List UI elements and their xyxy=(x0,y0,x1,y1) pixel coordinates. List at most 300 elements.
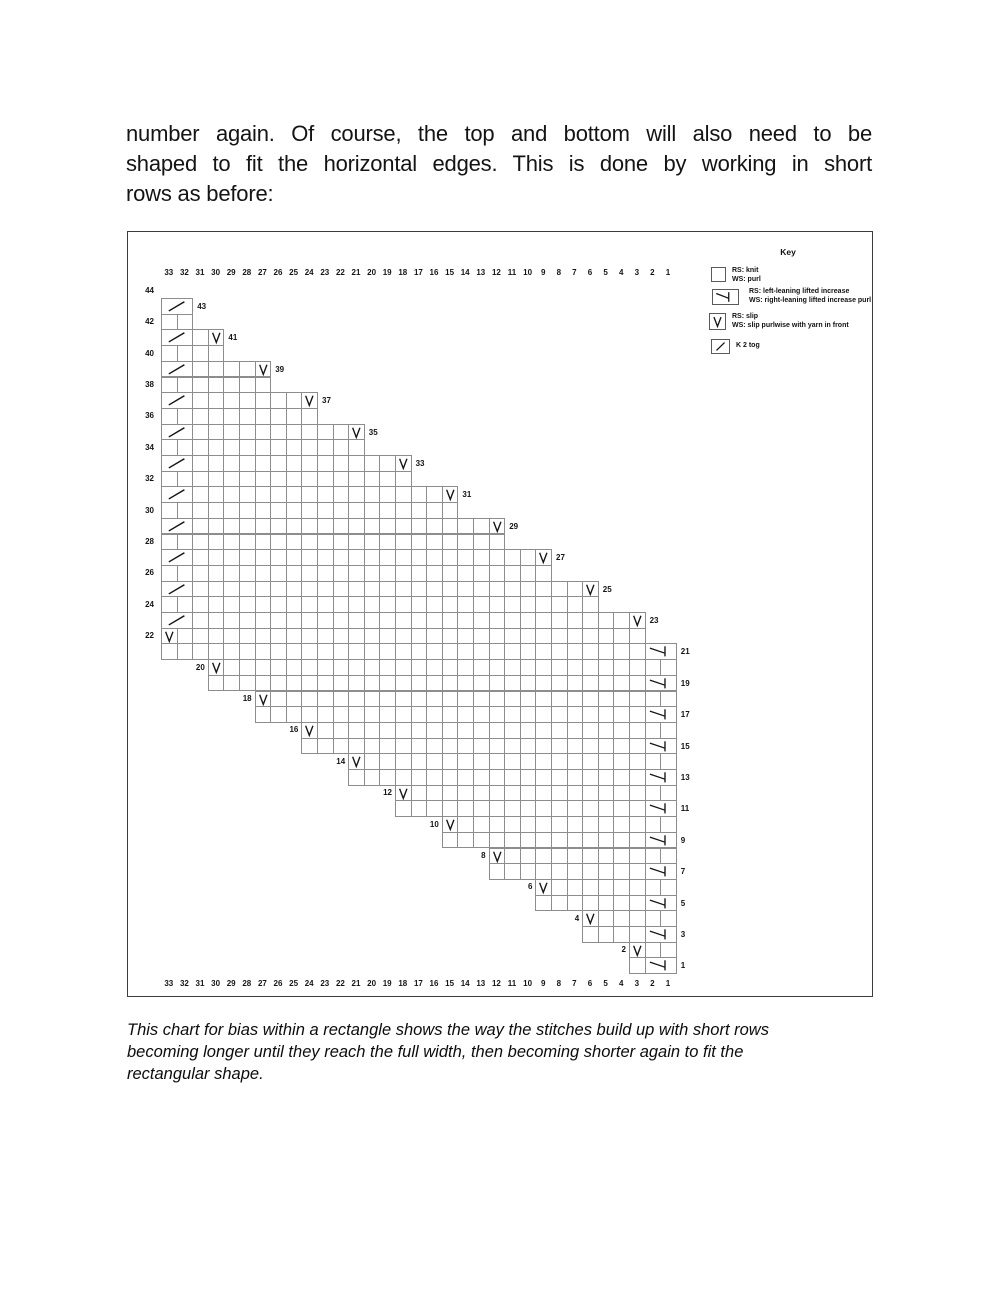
chart-cell xyxy=(348,518,365,535)
chart-cell xyxy=(442,785,459,802)
chart-cell xyxy=(582,816,599,833)
chart-cell xyxy=(504,769,521,786)
chart-cell xyxy=(208,392,225,409)
stitch-number-label: 9 xyxy=(540,979,546,988)
stitch-number-label: 23 xyxy=(320,979,330,988)
chart-cell xyxy=(255,581,272,598)
chart-cell xyxy=(348,596,365,613)
stitch-number-label: 5 xyxy=(603,268,608,277)
chart-cell xyxy=(286,675,303,692)
slip-cell xyxy=(489,518,506,535)
chart-cell xyxy=(223,502,240,519)
chart-cell xyxy=(208,502,225,519)
chart-cell xyxy=(192,518,209,535)
chart-cell xyxy=(348,565,365,582)
stitch-number-label: 8 xyxy=(556,268,562,277)
chart-cell xyxy=(457,659,474,676)
chart-cell xyxy=(177,314,194,331)
chart-cell xyxy=(629,879,646,896)
stitch-number-label: 3 xyxy=(634,979,640,988)
chart-cell xyxy=(567,659,584,676)
chart-cell xyxy=(395,738,412,755)
chart-cell xyxy=(333,549,350,566)
chart-cell xyxy=(567,643,584,660)
chart-cell xyxy=(457,518,474,535)
chart-cell xyxy=(177,345,194,362)
chart-cell xyxy=(317,549,334,566)
chart-cell xyxy=(426,722,443,739)
chart-cell xyxy=(255,596,272,613)
chart-cell xyxy=(442,628,459,645)
stitch-number-label: 11 xyxy=(507,268,517,277)
slip-icon xyxy=(490,519,505,534)
chart-cell xyxy=(223,675,240,692)
lifted-increase-icon xyxy=(646,927,676,942)
chart-cell xyxy=(489,863,506,880)
chart-cell xyxy=(255,612,272,629)
chart-cell xyxy=(192,628,209,645)
chart-cell xyxy=(239,675,256,692)
chart-cell xyxy=(551,832,568,849)
chart-cell xyxy=(535,832,552,849)
chart-cell xyxy=(379,534,396,551)
k2tog-cell xyxy=(161,392,193,409)
chart-cell xyxy=(489,800,506,817)
chart-cell xyxy=(333,455,350,472)
stitch-number-label: 14 xyxy=(460,268,470,277)
chart-cell xyxy=(504,612,521,629)
chart-cell xyxy=(504,800,521,817)
chart-cell xyxy=(426,706,443,723)
k2tog-cell xyxy=(161,486,193,503)
chart-cell xyxy=(598,643,615,660)
chart-cell xyxy=(317,596,334,613)
chart-cell xyxy=(504,628,521,645)
chart-cell xyxy=(442,753,459,770)
chart-cell xyxy=(567,832,584,849)
chart-cell xyxy=(208,439,225,456)
intro-line: number again. Of course, the top and bottom will also need to be xyxy=(126,121,872,146)
chart-cell xyxy=(192,345,209,362)
chart-cell xyxy=(255,439,272,456)
stitch-number-label: 15 xyxy=(445,979,455,988)
chart-cell xyxy=(426,691,443,708)
chart-cell xyxy=(613,785,630,802)
chart-cell xyxy=(317,691,334,708)
chart-cell xyxy=(473,691,490,708)
chart-cell xyxy=(348,549,365,566)
row-number-label: 35 xyxy=(368,427,378,437)
chart-cell xyxy=(629,895,646,912)
chart-cell xyxy=(582,832,599,849)
chart-cell xyxy=(364,612,381,629)
chart-cell xyxy=(629,816,646,833)
chart-cell xyxy=(270,675,287,692)
chart-cell xyxy=(379,753,396,770)
chart-cell xyxy=(582,753,599,770)
chart-cell xyxy=(301,565,318,582)
chart-cell xyxy=(457,581,474,598)
chart-cell xyxy=(161,502,178,519)
chart-cell xyxy=(223,643,240,660)
chart-cell xyxy=(379,565,396,582)
chart-cell xyxy=(192,565,209,582)
chart-cell xyxy=(629,800,646,817)
chart-cell xyxy=(333,659,350,676)
increase-cell xyxy=(645,926,677,943)
chart-cell xyxy=(192,486,209,503)
chart-cell xyxy=(598,706,615,723)
chart-cell xyxy=(333,471,350,488)
slip-icon xyxy=(396,456,411,471)
chart-cell xyxy=(270,643,287,660)
chart-cell xyxy=(348,534,365,551)
chart-cell xyxy=(255,471,272,488)
chart-cell xyxy=(535,706,552,723)
slip-cell xyxy=(208,329,225,346)
slip-cell xyxy=(535,549,552,566)
increase-cell xyxy=(645,738,677,755)
chart-cell xyxy=(177,439,194,456)
chart-cell xyxy=(177,502,194,519)
chart-cell xyxy=(286,534,303,551)
chart-cell xyxy=(301,596,318,613)
chart-cell xyxy=(379,675,396,692)
chart-cell xyxy=(473,769,490,786)
row-number-label: 36 xyxy=(145,411,154,421)
lifted-increase-icon xyxy=(646,644,676,659)
chart-cell xyxy=(442,596,459,613)
chart-cell xyxy=(613,926,630,943)
row-number-label: 11 xyxy=(680,804,690,814)
chart-cell xyxy=(364,628,381,645)
chart-cell xyxy=(489,722,506,739)
stitch-number-label: 18 xyxy=(398,979,408,988)
key-label-line: RS: knit xyxy=(732,267,759,274)
stitch-number-label: 32 xyxy=(179,979,189,988)
chart-cell xyxy=(411,659,428,676)
chart-cell xyxy=(598,816,615,833)
chart-cell xyxy=(551,628,568,645)
chart-cell xyxy=(473,518,490,535)
chart-cell xyxy=(379,769,396,786)
chart-cell xyxy=(208,675,225,692)
slip-icon xyxy=(162,629,177,644)
chart-cell xyxy=(395,534,412,551)
chart-cell xyxy=(582,926,599,943)
chart-cell xyxy=(411,518,428,535)
chart-cell xyxy=(629,675,646,692)
chart-cell xyxy=(457,549,474,566)
chart-cell xyxy=(457,800,474,817)
chart-cell xyxy=(286,612,303,629)
chart-cell xyxy=(660,659,677,676)
chart-cell xyxy=(582,863,599,880)
chart-cell xyxy=(395,753,412,770)
chart-cell xyxy=(395,722,412,739)
stitch-number-label: 32 xyxy=(179,268,189,277)
k2tog-icon xyxy=(162,330,192,345)
slip-cell xyxy=(301,722,318,739)
chart-cell xyxy=(473,581,490,598)
chart-cell xyxy=(629,832,646,849)
chart-cell xyxy=(457,643,474,660)
chart-cell xyxy=(286,455,303,472)
chart-cell xyxy=(504,643,521,660)
chart-cell xyxy=(629,722,646,739)
chart-cell xyxy=(411,502,428,519)
chart-cell xyxy=(613,863,630,880)
chart-cell xyxy=(613,879,630,896)
chart-cell xyxy=(567,581,584,598)
chart-cell xyxy=(223,392,240,409)
row-number-label: 17 xyxy=(680,710,690,720)
chart-cell xyxy=(208,408,225,425)
chart-cell xyxy=(567,675,584,692)
chart-cell xyxy=(520,565,537,582)
chart-cell xyxy=(426,753,443,770)
chart-cell xyxy=(379,628,396,645)
chart-cell xyxy=(301,612,318,629)
chart-cell xyxy=(239,565,256,582)
chart-cell xyxy=(333,738,350,755)
chart-cell xyxy=(379,659,396,676)
k2tog-icon xyxy=(162,362,192,377)
chart-cell xyxy=(348,659,365,676)
chart-cell xyxy=(520,753,537,770)
chart-cell xyxy=(535,800,552,817)
slip-icon xyxy=(256,362,271,377)
chart-cell xyxy=(535,848,552,865)
chart-cell xyxy=(208,345,225,362)
stitch-number-label: 10 xyxy=(523,268,533,277)
chart-cell xyxy=(192,361,209,378)
row-number-label: 3 xyxy=(680,930,686,939)
stitch-number-label: 7 xyxy=(572,979,577,988)
slip-cell xyxy=(582,910,599,927)
chart-cell xyxy=(567,691,584,708)
chart-cell xyxy=(520,659,537,676)
lifted-increase-icon xyxy=(646,833,676,848)
chart-cell xyxy=(457,722,474,739)
chart-cell xyxy=(161,565,178,582)
chart-cell xyxy=(613,691,630,708)
chart-cell xyxy=(192,392,209,409)
chart-cell xyxy=(208,424,225,441)
row-number-label: 20 xyxy=(195,662,205,672)
chart-cell xyxy=(333,675,350,692)
chart-cell xyxy=(379,596,396,613)
chart-cell xyxy=(364,518,381,535)
chart-cell xyxy=(520,816,537,833)
chart-cell xyxy=(301,518,318,535)
chart-cell xyxy=(348,612,365,629)
stitch-number-label: 3 xyxy=(634,268,640,277)
chart-cell xyxy=(317,471,334,488)
chart-cell xyxy=(567,816,584,833)
stitch-number-label: 19 xyxy=(382,268,392,277)
chart-cell xyxy=(613,753,630,770)
chart-cell xyxy=(645,691,662,708)
chart-cell xyxy=(192,581,209,598)
key-title: Key xyxy=(780,247,796,257)
chart-cell xyxy=(255,502,272,519)
stitch-number-label: 22 xyxy=(335,979,345,988)
slip-cell xyxy=(161,628,178,645)
row-number-label: 43 xyxy=(197,302,207,311)
k2tog-icon xyxy=(162,487,192,502)
chart-cell xyxy=(317,424,334,441)
slip-cell xyxy=(629,942,646,959)
chart-cell xyxy=(473,596,490,613)
chart-cell xyxy=(208,518,225,535)
stitch-number-label: 29 xyxy=(226,979,236,988)
chart-cell xyxy=(239,439,256,456)
row-number-label: 14 xyxy=(336,756,346,766)
chart-cell xyxy=(489,753,506,770)
chart-cell xyxy=(239,549,256,566)
chart-cell xyxy=(442,534,459,551)
chart-cell xyxy=(613,832,630,849)
chart-cell xyxy=(411,800,428,817)
chart-cell xyxy=(161,408,178,425)
chart-cell xyxy=(411,486,428,503)
chart-cell xyxy=(333,486,350,503)
chart-cell xyxy=(645,942,662,959)
chart-cell xyxy=(629,628,646,645)
chart-cell xyxy=(598,691,615,708)
row-number-label: 9 xyxy=(680,835,686,845)
chart-cell xyxy=(379,486,396,503)
chart-cell xyxy=(551,863,568,880)
chart-cell xyxy=(457,769,474,786)
chart-cell xyxy=(192,377,209,394)
chart-cell xyxy=(567,769,584,786)
row-number-label: 32 xyxy=(145,474,154,484)
chart-cell xyxy=(192,471,209,488)
chart-cell xyxy=(286,643,303,660)
chart-cell xyxy=(520,769,537,786)
chart-cell xyxy=(613,643,630,660)
stitch-number-label: 30 xyxy=(211,268,221,277)
chart-cell xyxy=(551,706,568,723)
k2tog-icon xyxy=(162,393,192,408)
chart-cell xyxy=(598,895,615,912)
chart-cell xyxy=(489,643,506,660)
chart-cell xyxy=(239,392,256,409)
chart-cell xyxy=(411,628,428,645)
chart-cell xyxy=(177,471,194,488)
chart-cell xyxy=(426,502,443,519)
chart-cell xyxy=(301,455,318,472)
slip-cell xyxy=(395,455,412,472)
chart-cell xyxy=(301,534,318,551)
slip-cell xyxy=(442,486,459,503)
row-number-label: 29 xyxy=(509,521,519,531)
chart-cell xyxy=(629,753,646,770)
chart-cell xyxy=(379,471,396,488)
slip-cell xyxy=(442,816,459,833)
row-number-label: 4 xyxy=(574,913,580,923)
row-number-label: 40 xyxy=(145,348,154,358)
chart-cell xyxy=(301,691,318,708)
k2tog-icon xyxy=(162,519,192,534)
chart-cell xyxy=(192,455,209,472)
chart-cell xyxy=(567,706,584,723)
chart-cell xyxy=(364,769,381,786)
chart-cell xyxy=(582,659,599,676)
chart-cell xyxy=(504,738,521,755)
chart-cell xyxy=(520,643,537,660)
chart-cell xyxy=(551,659,568,676)
chart-cell xyxy=(270,612,287,629)
chart-cell xyxy=(270,424,287,441)
stitch-number-label: 12 xyxy=(491,979,501,988)
chart-cell xyxy=(317,534,334,551)
slip-icon xyxy=(630,613,645,628)
chart-cell xyxy=(333,534,350,551)
chart-cell xyxy=(395,643,412,660)
chart-cell xyxy=(645,785,662,802)
chart-cell xyxy=(473,753,490,770)
chart-cell xyxy=(239,424,256,441)
chart-cell xyxy=(660,910,677,927)
chart-cell xyxy=(255,643,272,660)
chart-cell xyxy=(270,581,287,598)
chart-cell xyxy=(317,628,334,645)
chart-cell xyxy=(598,612,615,629)
chart-cell xyxy=(411,549,428,566)
lifted-increase-icon xyxy=(646,801,676,816)
slip-icon xyxy=(630,943,645,958)
chart-cell xyxy=(379,455,396,472)
chart-cell xyxy=(208,612,225,629)
chart-cell xyxy=(613,848,630,865)
chart-cell xyxy=(317,612,334,629)
increase-cell xyxy=(645,895,677,912)
slip-cell xyxy=(255,361,272,378)
stitch-number-label: 11 xyxy=(507,979,517,988)
row-number-label: 39 xyxy=(275,364,285,374)
chart-cell xyxy=(442,800,459,817)
slip-icon xyxy=(583,911,598,926)
chart-cell xyxy=(348,455,365,472)
chart-cell xyxy=(286,439,303,456)
chart-cell xyxy=(567,722,584,739)
chart-cell xyxy=(161,643,178,660)
chart-cell xyxy=(379,738,396,755)
stitch-number-label: 26 xyxy=(273,979,283,988)
chart-cell xyxy=(582,848,599,865)
chart-cell xyxy=(270,549,287,566)
chart-cell xyxy=(364,659,381,676)
lifted-increase-icon xyxy=(646,896,676,911)
chart-cell xyxy=(613,722,630,739)
chart-cell xyxy=(426,534,443,551)
chart-cell xyxy=(255,549,272,566)
chart-cell xyxy=(301,471,318,488)
lifted-increase-icon xyxy=(646,770,676,785)
chart-cell xyxy=(208,361,225,378)
chart-cell xyxy=(598,910,615,927)
chart-cell xyxy=(551,769,568,786)
chart-cell xyxy=(177,534,194,551)
chart-cell xyxy=(286,596,303,613)
chart-cell xyxy=(301,706,318,723)
slip-icon xyxy=(443,817,458,832)
chart-cell xyxy=(255,377,272,394)
chart-cell xyxy=(411,534,428,551)
